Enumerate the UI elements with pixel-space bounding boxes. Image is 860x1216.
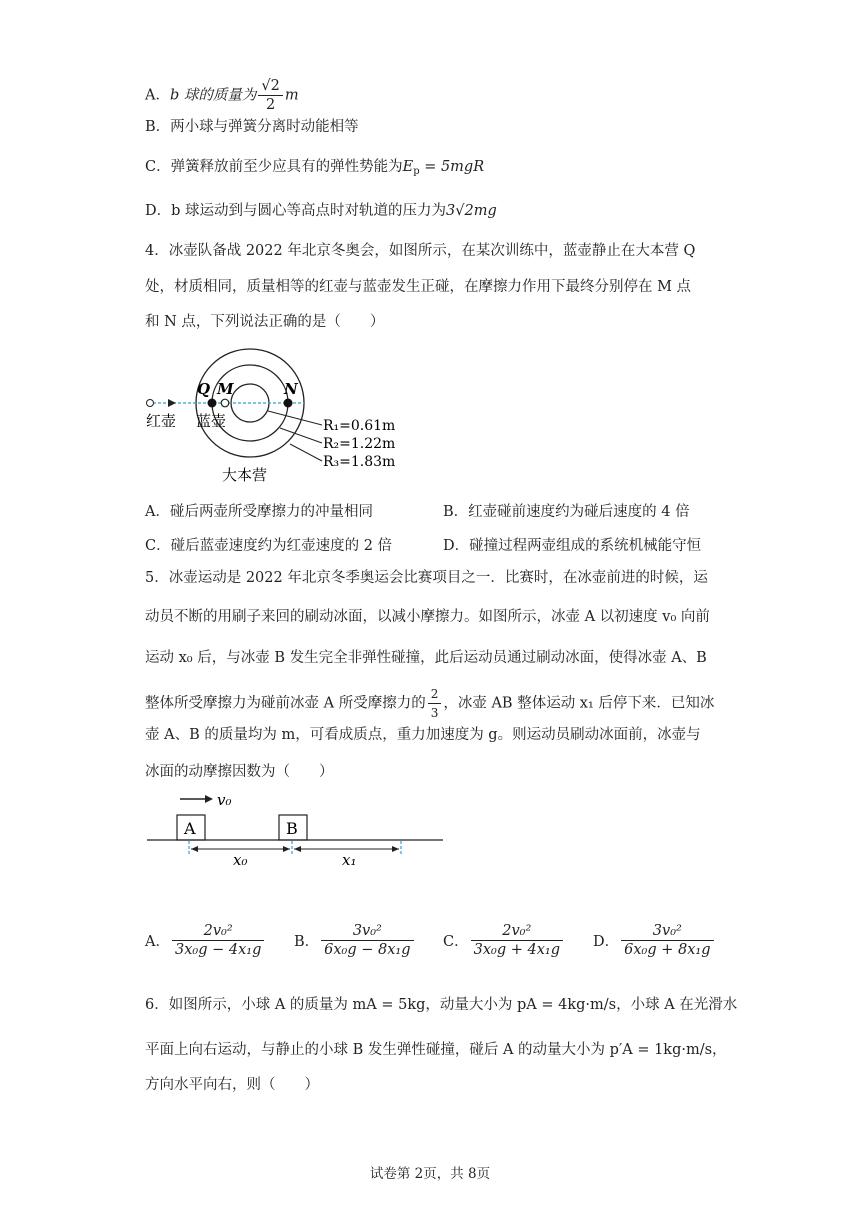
label-b: B: [286, 819, 298, 838]
q6-stem-line1: 6．如图所示，小球 A 的质量为 mA = 5kg，动量大小为 pA = 4kg·m/s，小球 A 在光滑水: [145, 997, 738, 1013]
q3-option-d: D．b 球运动到与圆心等高点时对轨道的压力为3√2mg: [145, 203, 497, 219]
label-a: A: [184, 819, 196, 838]
q4-option-a: A．碰后两壶所受摩擦力的冲量相同: [145, 504, 373, 520]
start-marker: [147, 400, 154, 407]
label-red-stone: 红壶: [146, 412, 177, 430]
q5-stem-line5: 壶 A、B 的质量均为 m，可看成质点，重力加速度为 g。则运动员刷动冰面前，冰壶与: [145, 727, 701, 743]
label-blue-stone: 蓝壶: [196, 412, 227, 430]
x1-arrow-left: [294, 846, 301, 852]
q3-option-c: C．弹簧释放前至少应具有的弹性势能为$E_p = 5mgR$: [145, 159, 485, 177]
point-n-stone: [284, 399, 293, 408]
label-r1: R₁=0.61m: [323, 418, 396, 434]
curling-house-figure: [140, 340, 400, 490]
velocity-arrow-head: [205, 795, 213, 803]
label-q: Q: [197, 380, 211, 398]
q5-option-c: C． $\frac{\text{2v₀²}}{\text{3x₀g + 4x₁g}}$: [443, 922, 565, 959]
arrow-head: [168, 399, 176, 407]
point-m-stone: [221, 399, 229, 407]
label-n: N: [284, 380, 298, 398]
x1-arrow-right: [392, 846, 399, 852]
q4-option-b: B．红壶碰前速度约为碰后速度的 4 倍: [443, 504, 690, 520]
q5-stem-line4: 整体所受摩擦力为碰前冰壶 A 所受摩擦力的 $\frac{2}{3}$ ，冰壶 AB 整体运动 x₁ 后停下来．已知冰: [145, 687, 715, 720]
q5-option-a: A． $\frac{\text{2v₀²}}{\text{3x₀g − 4x₁g}}$: [145, 922, 266, 959]
q5-fraction-2-3: $\frac{2}{3}$: [428, 685, 442, 722]
page-footer: 试卷第 2页，共 8页: [369, 1166, 491, 1182]
q4-stem-line2: 处，材质相同，质量相等的红壶与蓝壶发生正碰，在摩擦力作用下最终分别停在 M 点: [145, 279, 692, 295]
q5-stem-line1: 5．冰壶运动是 2022 年北京冬季奥运会比赛项目之一．比赛时，在冰壶前进的时候，运: [145, 570, 708, 586]
q5-option-b: B． $\frac{\text{3v₀²}}{\text{6x₀g − 8x₁g}}$: [294, 922, 416, 959]
label-house: 大本营: [222, 466, 268, 484]
label-x1: x₁: [342, 851, 357, 868]
q4-option-d: D．碰撞过程两壶组成的系统机械能守恒: [443, 538, 702, 554]
label-m: M: [217, 380, 234, 398]
x0-arrow-right: [283, 846, 290, 852]
q5-stem-line6: 冰面的动摩擦因数为（ ）: [145, 764, 334, 780]
label-r2: R₂=1.22m: [323, 436, 396, 452]
q5-stem-line3: 运动 x₀ 后，与冰壶 B 发生完全非弹性碰撞，此后运动员通过刷动冰面，使得冰壶 A、B: [145, 650, 707, 666]
q3-a-fraction: $\frac{√2}{2}$: [258, 77, 282, 114]
leader-r1: [268, 411, 322, 425]
q4-stem-line3: 和 N 点，下列说法正确的是（ ）: [145, 314, 385, 330]
q5-option-d: D． $\frac{\text{3v₀²}}{\text{6x₀g + 8x₁g}}$: [593, 922, 716, 959]
point-q-stone: [208, 399, 217, 408]
q4-option-c: C．碰后蓝壶速度约为红壶速度的 2 倍: [145, 538, 393, 554]
leader-r3: [290, 444, 322, 461]
x0-arrow-left: [191, 846, 198, 852]
q3-option-a: A．b 球的质量为 $\frac{√2}{2}$ m: [145, 78, 299, 113]
q6-stem-line3: 方向水平向右，则（ ）: [145, 1077, 319, 1093]
label-x0: x₀: [233, 851, 248, 868]
q5-options-row: [0, 922, 860, 972]
label-v0: v₀: [217, 791, 232, 809]
leader-r2: [280, 428, 322, 443]
q4-stem-line1: 4．冰壶队备战 2022 年北京冬奥会，如图所示，在某次训练中，蓝壶静止在大本营 Q: [145, 243, 696, 259]
q6-stem-line2: 平面上向右运动，与静止的小球 B 发生弹性碰撞，碰后 A 的动量大小为 p′A = 1kg·m/s，: [145, 1042, 727, 1058]
q5-stem-line2: 动员不断的用刷子来回的刷动冰面，以减小摩擦力。如图所示，冰壶 A 以初速度 v₀ 向前: [145, 609, 710, 625]
label-r3: R₃=1.83m: [323, 454, 396, 470]
curling-ab-figure: [145, 788, 445, 868]
q3-option-b: B．两小球与弹簧分离时动能相等: [145, 119, 359, 135]
